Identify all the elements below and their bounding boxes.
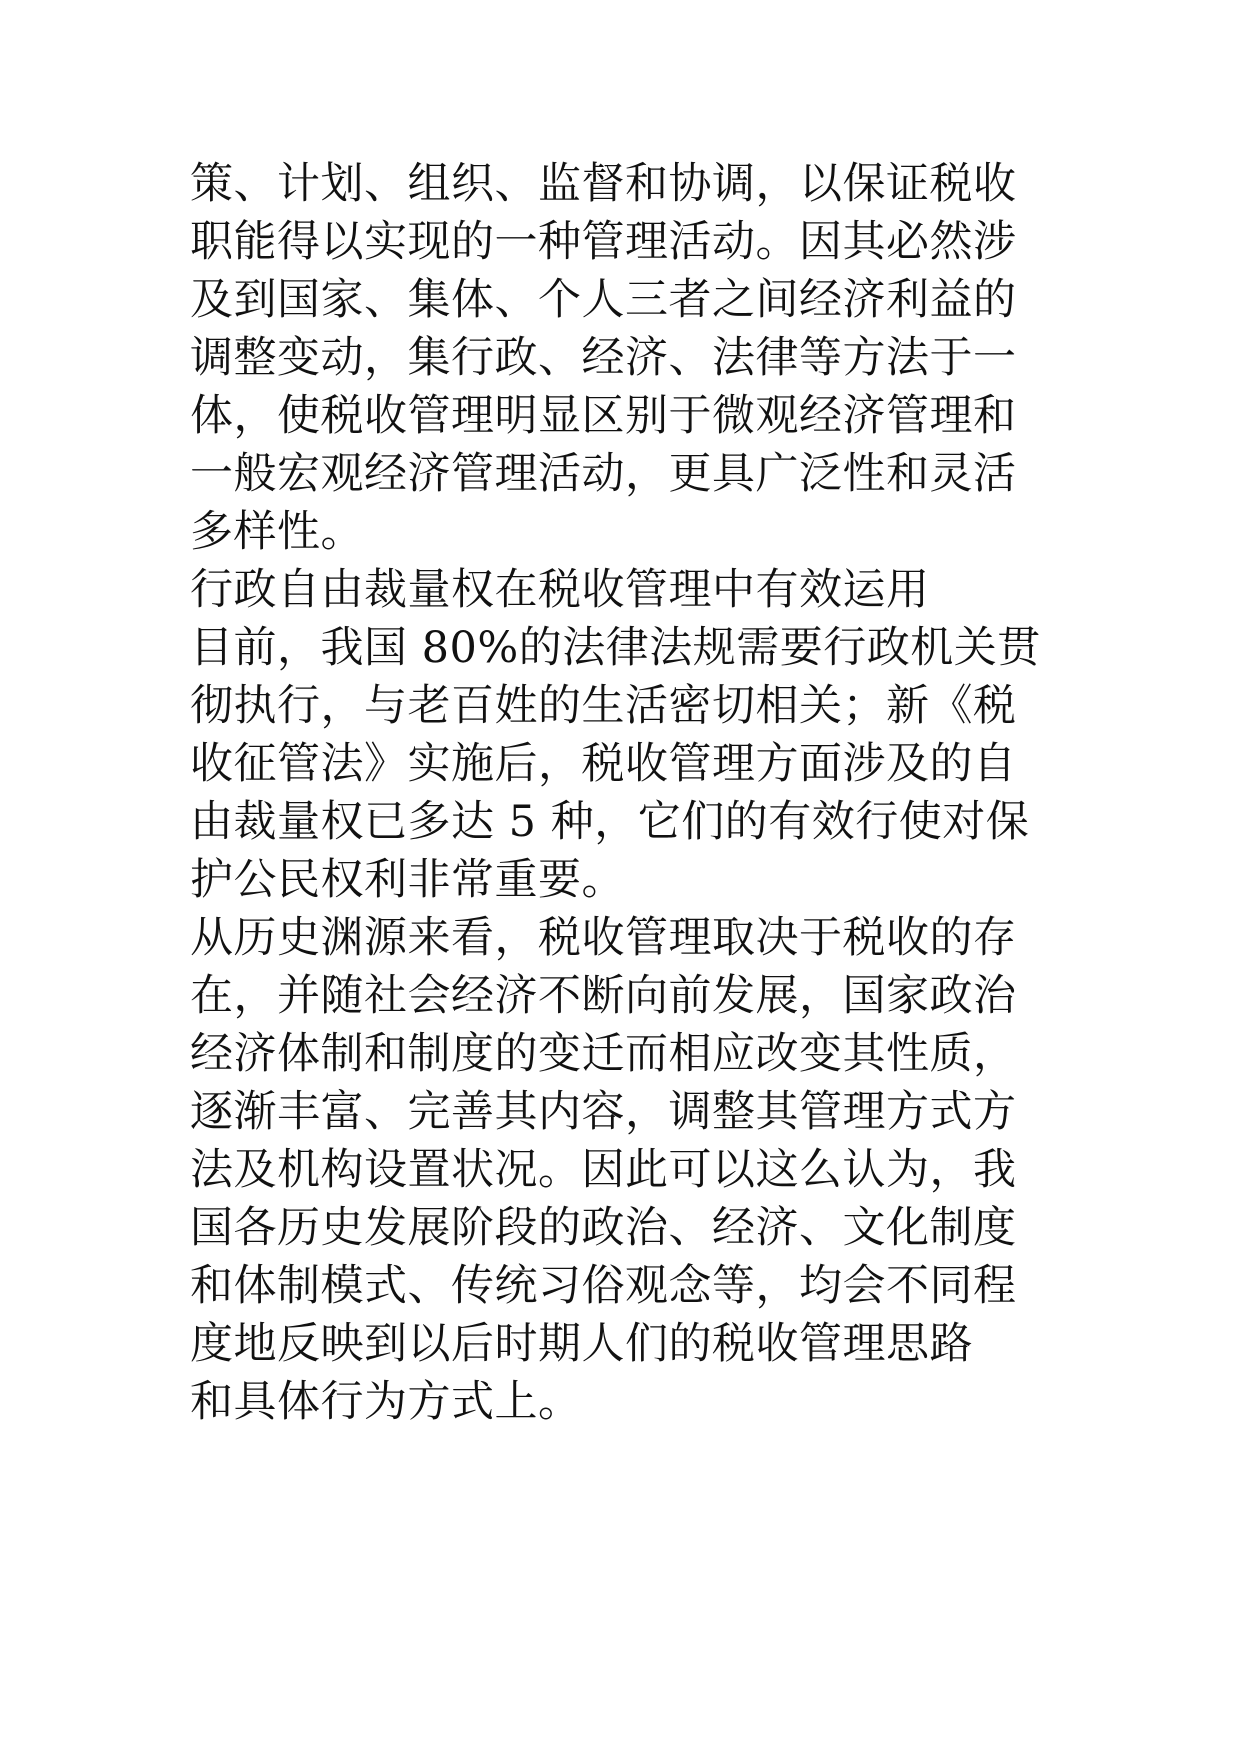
text-line: 策、计划、组织、监督和协调，以保证税收 bbox=[190, 159, 1017, 209]
text-line: 法及机构设置状况。因此可以这么认为，我 bbox=[190, 1145, 1017, 1195]
text-line: 逐渐丰富、完善其内容，调整其管理方式方 bbox=[190, 1087, 1017, 1137]
text-line: 收征管法》实施后，税收管理方面涉及的自 bbox=[190, 739, 1017, 789]
body-text bbox=[190, 155, 1070, 1431]
section-heading: 行政自由裁量权在税收管理中有效运用 bbox=[190, 565, 930, 615]
text-line: 目前，我国 80%的法律法规需要行政机关贯 bbox=[190, 623, 1041, 673]
text-line: 国各历史发展阶段的政治、经济、文化制度 bbox=[190, 1203, 1017, 1253]
text-line: 从历史渊源来看，税收管理取决于税收的存 bbox=[190, 913, 1017, 963]
text-line: 由裁量权已多达 5 种，它们的有效行使对保 bbox=[190, 797, 1030, 847]
text-line: 职能得以实现的一种管理活动。因其必然涉 bbox=[190, 217, 1017, 267]
text-line: 多样性。 bbox=[190, 507, 364, 557]
text-line: 和体制模式、传统习俗观念等，均会不同程 bbox=[190, 1261, 1017, 1311]
text-line: 经济体制和制度的变迁而相应改变其性质， bbox=[190, 1029, 1017, 1079]
text-line: 及到国家、集体、个人三者之间经济利益的 bbox=[190, 275, 1017, 325]
text-line: 调整变动，集行政、经济、法律等方法于一 bbox=[190, 333, 1017, 383]
text-line: 彻执行，与老百姓的生活密切相关；新《税 bbox=[190, 681, 1017, 731]
text-line: 在，并随社会经济不断向前发展，国家政治 bbox=[190, 971, 1017, 1021]
text-line: 度地反映到以后时期人们的税收管理思路 bbox=[190, 1319, 973, 1369]
text-line: 护公民权利非常重要。 bbox=[190, 855, 625, 905]
text-line: 一般宏观经济管理活动，更具广泛性和灵活 bbox=[190, 449, 1017, 499]
text-line: 和具体行为方式上。 bbox=[190, 1377, 582, 1427]
text-line: 体，使税收管理明显区别于微观经济管理和 bbox=[190, 391, 1017, 441]
